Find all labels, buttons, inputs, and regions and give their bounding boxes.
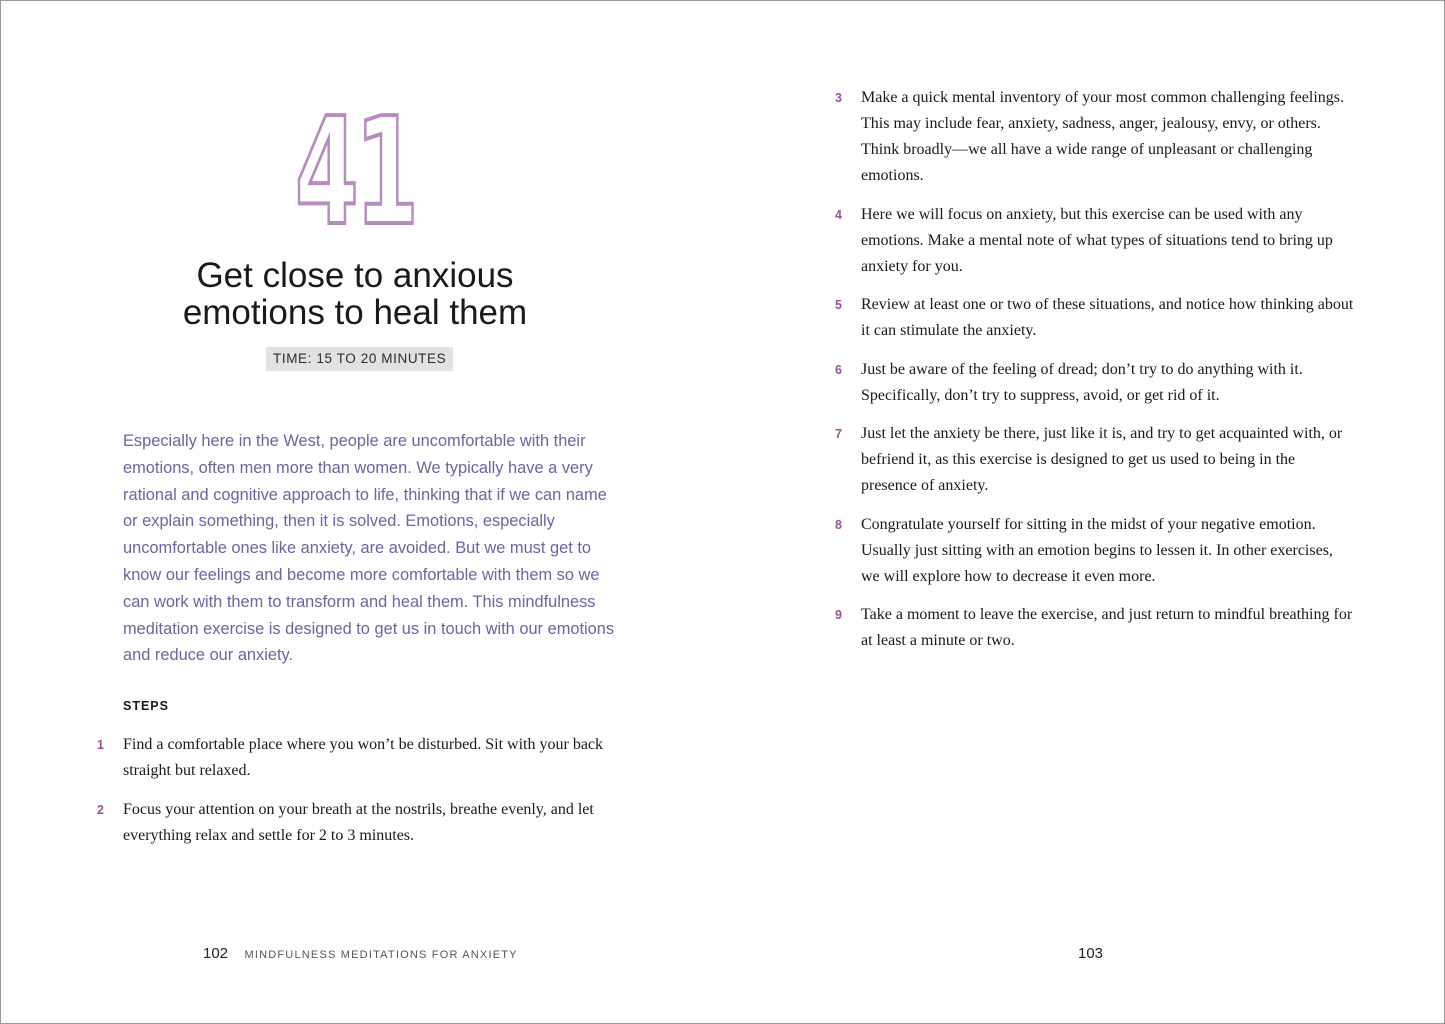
- page-footer-right: [1078, 945, 1103, 963]
- step-text: Just be aware of the feeling of dread; don’t try to do anything with it. Specifically, don’t try to suppress, avoid, or get rid of it.: [861, 360, 1303, 404]
- step-number: 9: [835, 608, 842, 622]
- step-list-left: [97, 732, 617, 861]
- intro-paragraph: Especially here in the West, people are uncomfortable with their emotions, often men more than women. We typically have a very rational and cognitive approach to life, thinking that if we can name or explain something, then it is solved. Emotions, especially uncomfortable ones like anxiety, are avoided. But we must get to know our feelings and become more comfortable with them so we can work with them to transform and heal them. This mindfulness meditation exercise is designed to get us in touch with our emotions and reduce our anxiety.: [123, 432, 615, 665]
- step-text: Focus your attention on your breath at the nostrils, breathe evenly, and let everything relax and settle for 2 to 3 minutes.: [123, 800, 594, 844]
- chapter-number: 41: [294, 86, 416, 258]
- step-item: [835, 602, 1355, 654]
- step-item: [835, 85, 1355, 189]
- running-head: MINDFULNESS MEDITATIONS FOR ANXIETY: [244, 949, 518, 961]
- step-item: [835, 421, 1355, 499]
- step-text: Just let the anxiety be there, just like it is, and try to get acquainted with, or befriend it, as this exercise is designed to get us used to being in the presence of anxiety.: [861, 425, 1343, 494]
- step-number: 6: [835, 362, 842, 377]
- step-item: [835, 357, 1355, 409]
- step-text: Congratulate yourself for sitting in the midst of your negative emotion. Usually just sitting with an emotion begins to lessen it. In other exercises, we will explore how to decrease it even more.: [861, 515, 1333, 585]
- page-number-right: 103: [1078, 945, 1104, 962]
- step-number: 2: [97, 802, 104, 817]
- page-footer-left: [203, 945, 518, 963]
- step-number: 4: [835, 207, 842, 222]
- step-item: [835, 512, 1355, 590]
- step-text: Review at least one or two of these situations, and notice how thinking about it can stimulate the anxiety.: [861, 296, 1354, 339]
- title-line-2: emotions to heal them: [182, 293, 528, 332]
- step-number: 3: [835, 91, 842, 105]
- step-text: Find a comfortable place where you won’t be disturbed. Sit with your back straight but relaxed.: [123, 736, 604, 779]
- time-badge: TIME: 15 TO 20 MINUTES: [266, 347, 453, 371]
- right-page: [723, 1, 1444, 1023]
- page-number-left: 102: [203, 945, 229, 962]
- step-item: [835, 292, 1355, 344]
- step-number: 8: [835, 517, 842, 532]
- step-item: [97, 797, 617, 849]
- step-item: [835, 202, 1355, 280]
- step-list-right: [835, 85, 1355, 667]
- step-text: Take a moment to leave the exercise, and just return to mindful breathing for at least a minute or two.: [861, 606, 1353, 649]
- steps-heading: STEPS: [123, 699, 169, 713]
- step-number: 1: [97, 738, 104, 752]
- step-number: 5: [835, 298, 842, 312]
- page-title: [1, 257, 709, 331]
- step-text: Make a quick mental inventory of your most common challenging feelings. This may include fear, anxiety, sadness, anger, jealousy, envy, or others. Think broadly—we all have a wide range of unpleasant or challenging emotions.: [861, 89, 1344, 184]
- left-page: [1, 1, 723, 1023]
- step-item: [97, 732, 617, 784]
- step-number: 7: [835, 427, 842, 441]
- title-line-1: Get close to anxious: [196, 256, 514, 295]
- step-text: Here we will focus on anxiety, but this exercise can be used with any emotions. Make a mental note of what types of situations tend to bring up anxiety for you.: [861, 205, 1333, 275]
